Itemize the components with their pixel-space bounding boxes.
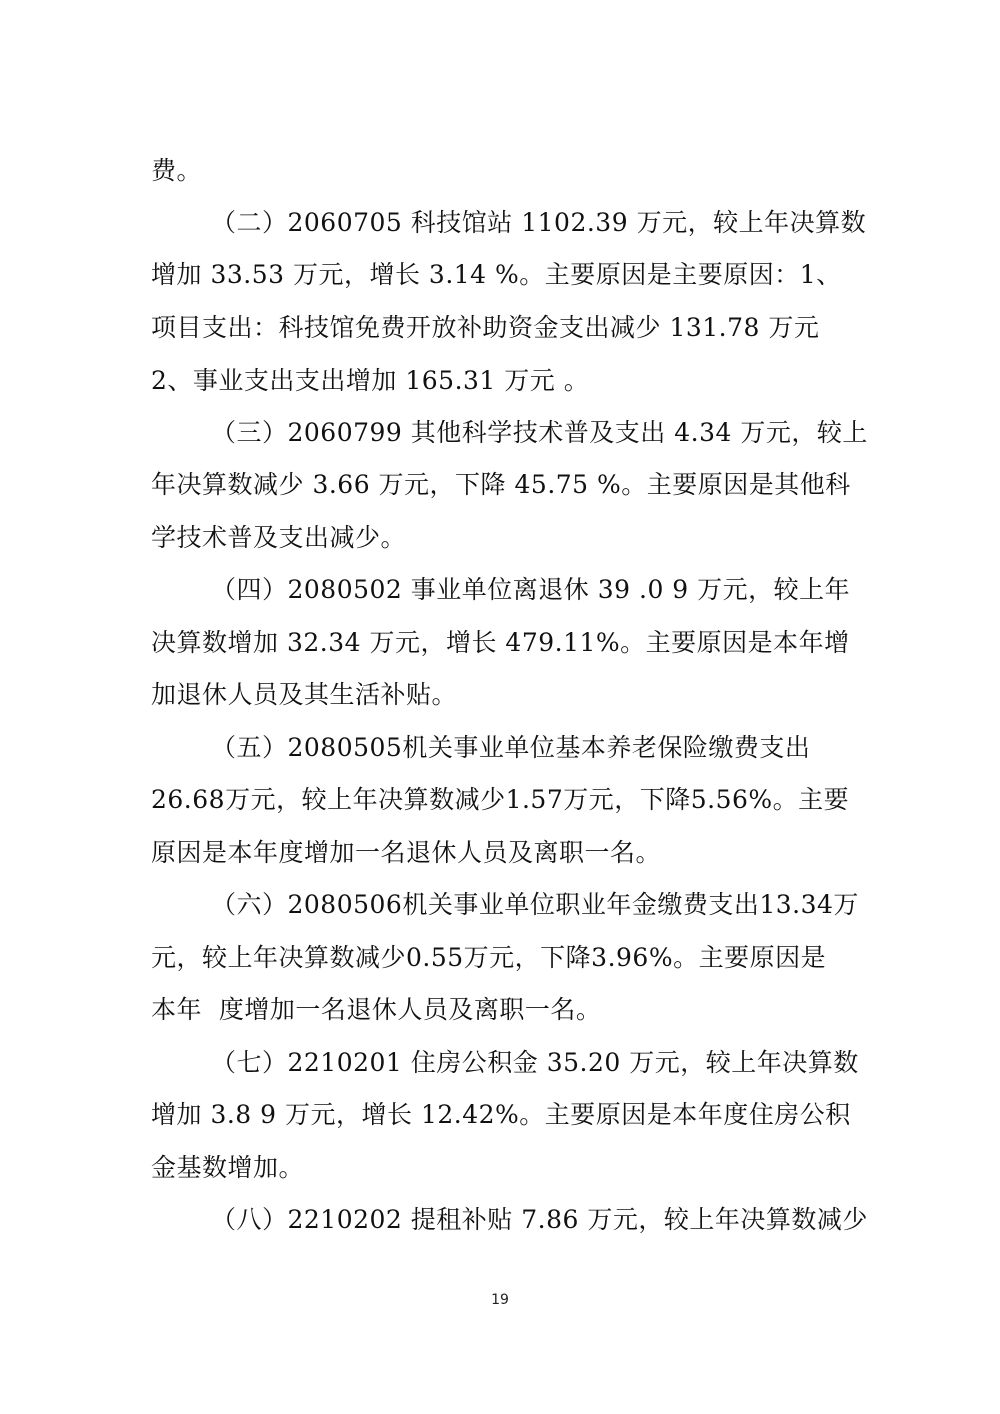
paragraph-7-line-1: （七）2210201 住房公积金 35.20 万元，较上年决算数 [211, 1048, 859, 1077]
paragraph-6-line-1: （六）2080506机关事业单位职业年金缴费支出13.34万 [211, 890, 859, 919]
text-line: 增加 33.53 万元，增长 3.14 %。主要原因是主要原因：1、 [151, 260, 842, 289]
text-line: 年决算数减少 3.66 万元，下降 45.75 %。主要原因是其他科 [151, 470, 851, 499]
text-line: 2、事业支出支出增加 165.31 万元 。 [151, 366, 590, 395]
paragraph-4-line-1: （四）2080502 事业单位离退休 39 .0 9 万元，较上年 [211, 575, 851, 604]
paragraph-5-line-1: （五）2080505机关事业单位基本养老保险缴费支出 [211, 733, 811, 762]
text-line: 增加 3.8 9 万元，增长 12.42%。主要原因是本年度住房公积 [151, 1100, 851, 1129]
text-line: 决算数增加 32.34 万元，增长 479.11%。主要原因是本年增 [151, 628, 850, 657]
paragraph-2-line-1: （二）2060705 科技馆站 1102.39 万元，较上年决算数 [211, 208, 867, 237]
text-line: 元，较上年决算数减少0.55万元，下降3.96%。主要原因是 [151, 943, 827, 972]
text-line: 学技术普及支出减少。 [151, 523, 407, 552]
text-line: 项目支出：科技馆免费开放补助资金支出减少 131.78 万元 [151, 313, 820, 342]
page-number: 19 [491, 1292, 509, 1308]
paragraph-3-line-1: （三）2060799 其他科学技术普及支出 4.34 万元，较上 [211, 418, 868, 447]
text-line: 加退休人员及其生活补贴。 [151, 680, 458, 709]
text-line: 26.68万元，较上年决算数减少1.57万元，下降5.56%。主要 [151, 785, 850, 814]
paragraph-8-line-1: （八）2210202 提租补贴 7.86 万元，较上年决算数减少 [211, 1205, 868, 1234]
text-line: 费。 [151, 156, 203, 185]
text-line: 原因是本年度增加一名退休人员及离职一名。 [151, 838, 662, 867]
text-line: 金基数增加。 [151, 1153, 305, 1182]
text-line: 本年 度增加一名退休人员及离职一名。 [151, 995, 602, 1024]
